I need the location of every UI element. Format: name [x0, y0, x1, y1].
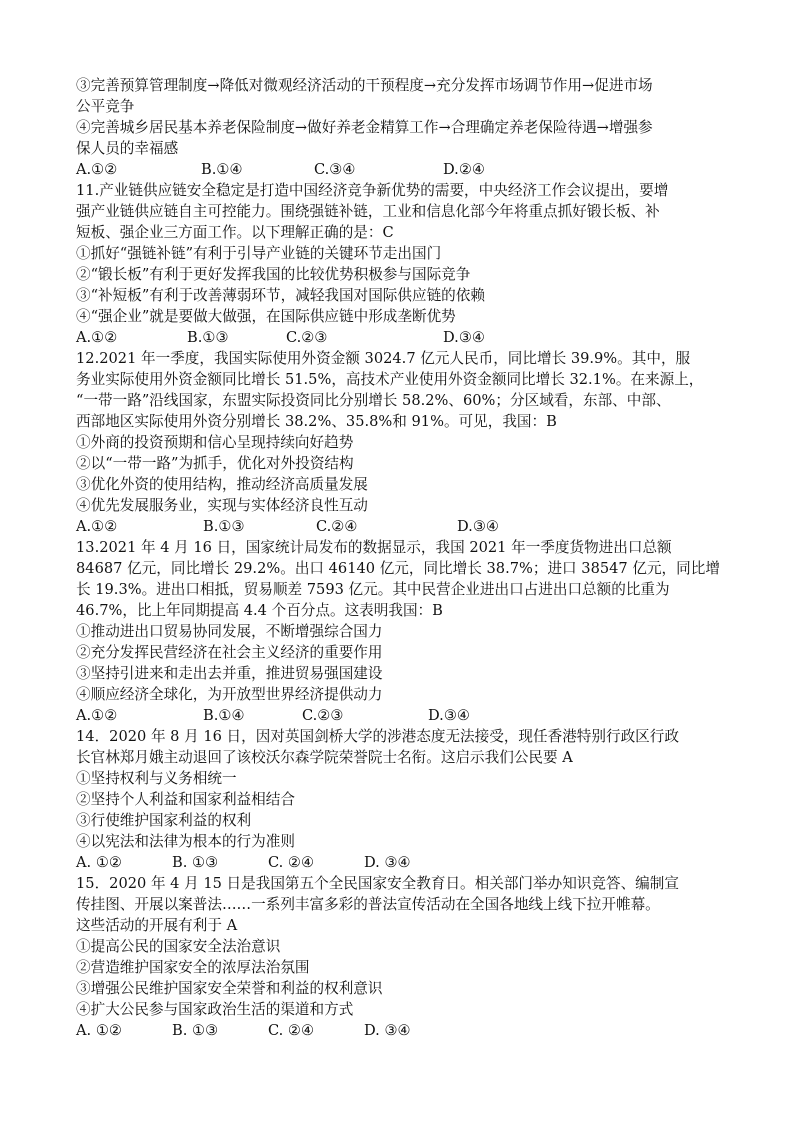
question-stem-line: 长 19.3%。进出口相抵，贸易顺差 7593 亿元。其中民营企业进出口占进出口总额的比重为 — [76, 581, 670, 598]
question-stem-line: 14．2020 年 8 月 16 日，因对英国剑桥大学的涉港态度无法接受，现任香港特别行政区行政 — [76, 728, 679, 745]
statement-1: ①外商的投资预期和信心呈现持续向好趋势 — [76, 434, 354, 451]
question-stem-line: 长官林郑月娥主动退回了该校沃尔森学院荣誉院士名衔。这启示我们公民要 A — [76, 749, 573, 766]
option-b: B.①③ — [203, 518, 245, 535]
statement-3: ③“补短板”有利于改善薄弱环节，减轻我国对国际供应链的依赖 — [76, 287, 485, 304]
statement-2: ②“锻长板”有利于更好发挥我国的比较优势积极参与国际竞争 — [76, 266, 471, 283]
question-stem-line: 传挂图、开展以案普法……一系列丰富多彩的普法宣传活动在全国各地线上线下拉开帷幕。 — [76, 896, 660, 913]
option-b: B. ①③ — [172, 854, 219, 871]
option-c: C. ②④ — [268, 1022, 315, 1039]
option-d: D. ③④ — [364, 1022, 411, 1039]
question-stem-line: “一带一路”沿线国家，东盟实际投资同比分别增长 58.2%、60%；分区域看，东部、中部、 — [76, 392, 671, 409]
question-stem-line: 强产业链供应链自主可控能力。围绕强链补链，工业和信息化部今年将重点抓好锻长板、补 — [76, 203, 660, 220]
question-stem-line: 西部地区实际使用外资分别增长 38.2%、35.8%和 91%。可见，我国：B — [76, 413, 557, 430]
option-a: A.①② — [76, 707, 118, 724]
statement-1: ①坚持权利与义务相统一 — [76, 770, 237, 787]
option-b: B. ①③ — [172, 1022, 219, 1039]
question-stem-line: 84687 亿元，同比增长 29.2%。出口 46140 亿元，同比增长 38.7%；进口 38547 亿元，同比增 — [76, 560, 720, 577]
option-d: D.③④ — [428, 707, 470, 724]
option-b: B.①④ — [201, 161, 243, 178]
statement-3: ③优化外资的使用结构，推动经济高质量发展 — [76, 476, 368, 493]
question-stem-line: 短板、强企业三方面工作。以下理解正确的是：C — [76, 224, 394, 241]
option-a: A.①② — [76, 329, 118, 346]
question-stem-line: 12.2021 年一季度，我国实际使用外资金额 3024.7 亿元人民币，同比增长 39.9%。其中，服 — [76, 350, 691, 367]
option-d: D. ③④ — [364, 854, 411, 871]
option-c: C.②④ — [316, 518, 358, 535]
statement-4: ④“强企业”就是要做大做强，在国际供应链中形成垄断优势 — [76, 308, 456, 325]
option-c: C.②③ — [302, 707, 344, 724]
statement-2: ②充分发挥民营经济在社会主义经济的重要作用 — [76, 644, 383, 661]
option-b: B.①④ — [203, 707, 245, 724]
text-line: 保人员的幸福感 — [76, 140, 179, 157]
statement-4: ④以宪法和法律为根本的行为准则 — [76, 833, 295, 850]
question-stem-line: 13.2021 年 4 月 16 日，国家统计局发布的数据显示，我国 2021 年一季度货物进出口总额 — [76, 539, 672, 556]
text-line: 公平竞争 — [76, 98, 135, 115]
question-stem-line: 这些活动的开展有利于 A — [76, 917, 238, 934]
statement-4: ④顺应经济全球化，为开放型世界经济提供动力 — [76, 686, 383, 703]
option-d: D.②④ — [443, 161, 485, 178]
statement-2: ②以“一带一路”为抓手，优化对外投资结构 — [76, 455, 354, 472]
statement-1: ①抓好“强链补链”有利于引导产业链的关键环节走出国门 — [76, 245, 442, 262]
option-a: A. ①② — [76, 1022, 122, 1039]
text-line: ③完善预算管理制度→降低对微观经济活动的干预程度→充分发挥市场调节作用→促进市场 — [76, 77, 653, 94]
question-stem-line: 15．2020 年 4 月 15 日是我国第五个全民国家安全教育日。相关部门举办知识竞答、编制宣 — [76, 875, 679, 892]
option-a: A.①② — [76, 518, 118, 535]
question-stem-line: 务业实际使用外资金额同比增长 51.5%，高技术产业使用外资金额同比增长 32.1%。在来源上， — [76, 371, 704, 388]
statement-2: ②坚持个人利益和国家利益相结合 — [76, 791, 295, 808]
statement-3: ③增强公民维护国家安全荣誉和利益的权利意识 — [76, 980, 383, 997]
statement-2: ②营造维护国家安全的浓厚法治氛围 — [76, 959, 310, 976]
option-a: A. ①② — [76, 854, 122, 871]
text-line: ④完善城乡居民基本养老保险制度→做好养老金精算工作→合理确定养老保险待遇→增强参 — [76, 119, 653, 136]
question-stem-line: 46.7%，比上年同期提高 4.4 个百分点。这表明我国：B — [76, 602, 443, 619]
option-d: D.③④ — [443, 329, 485, 346]
statement-4: ④扩大公民参与国家政治生活的渠道和方式 — [76, 1001, 354, 1018]
statement-1: ①推动进出口贸易协同发展，不断增强综合国力 — [76, 623, 383, 640]
option-a: A.①② — [76, 161, 118, 178]
question-stem-line: 11.产业链供应链安全稳定是打造中国经济竞争新优势的需要，中央经济工作会议提出，要增 — [76, 182, 669, 199]
option-c: C.②③ — [286, 329, 328, 346]
option-c: C.③④ — [314, 161, 356, 178]
option-b: B.①③ — [187, 329, 229, 346]
option-c: C. ②④ — [268, 854, 315, 871]
statement-4: ④优先发展服务业，实现与实体经济良性互动 — [76, 497, 368, 514]
statement-3: ③行使维护国家利益的权利 — [76, 812, 252, 829]
statement-3: ③坚持引进来和走出去并重，推进贸易强国建设 — [76, 665, 383, 682]
option-d: D.③④ — [457, 518, 499, 535]
statement-1: ①提高公民的国家安全法治意识 — [76, 938, 281, 955]
